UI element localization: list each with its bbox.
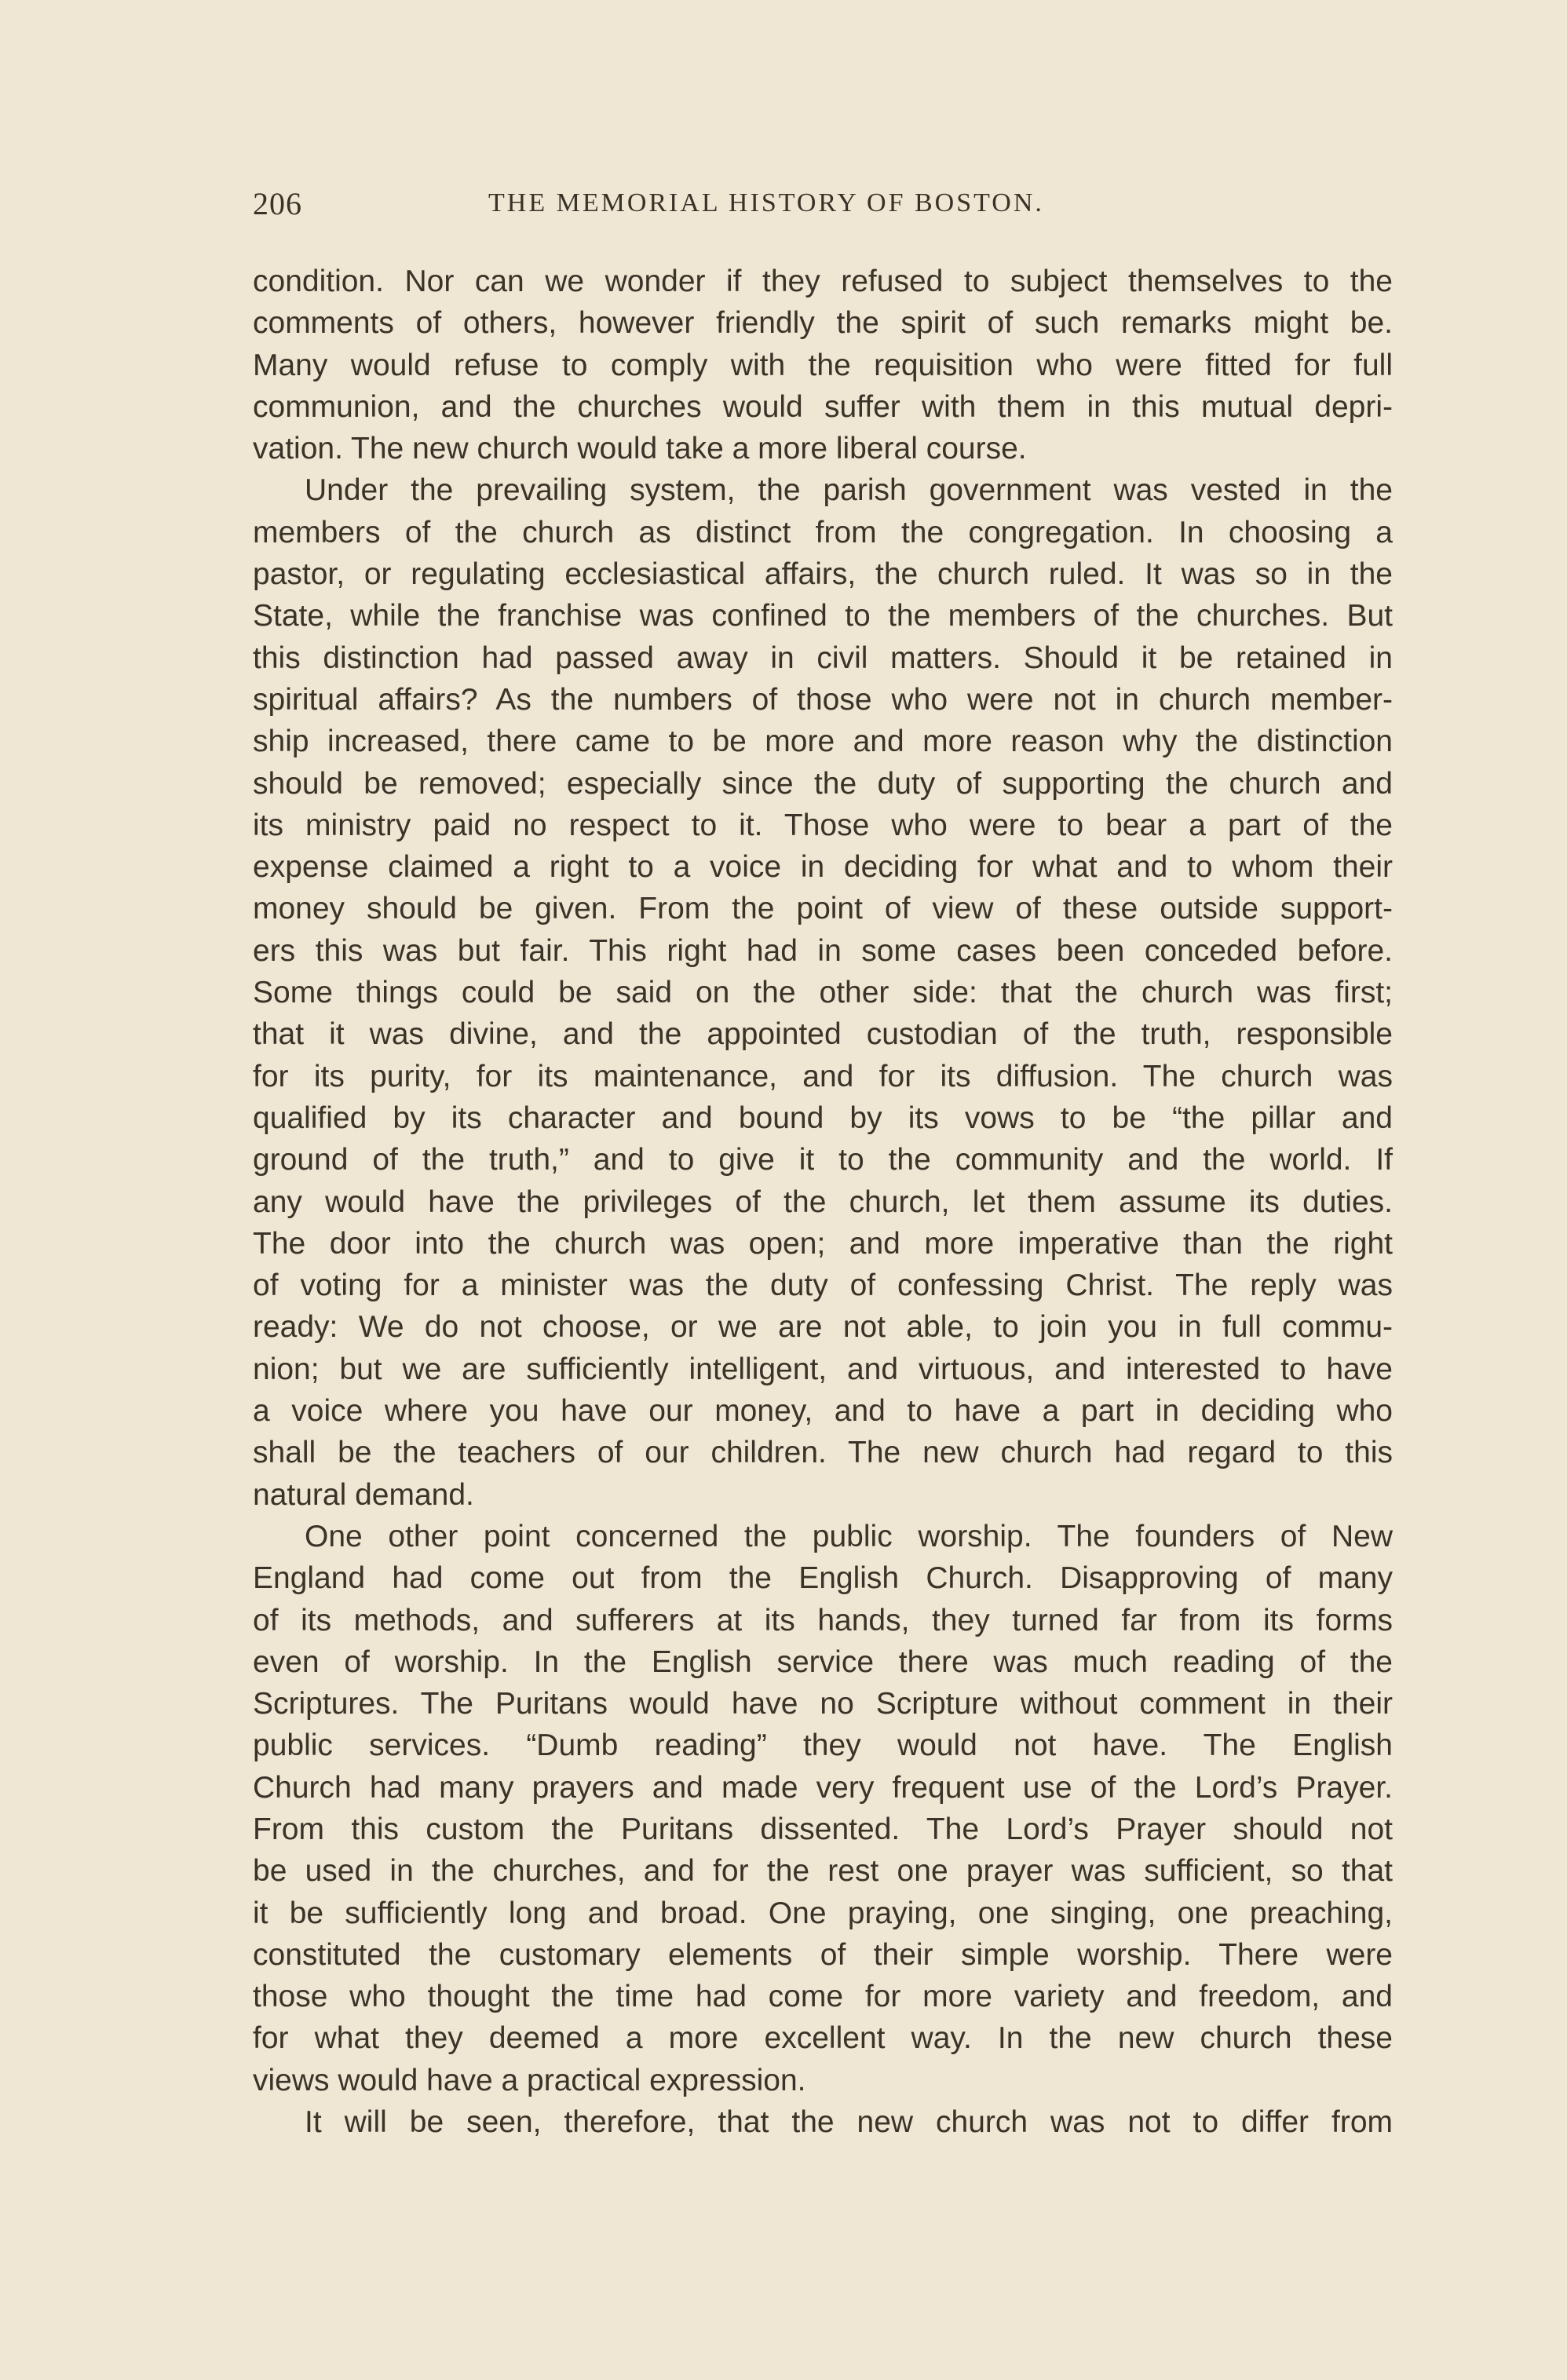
paragraph xyxy=(253,261,1393,469)
text-line: ers this was but fair. This right had in some cases been conceded before. xyxy=(253,933,1393,968)
text-line: The door into the church was open; and more imperative than the right xyxy=(253,1226,1393,1261)
text-line: constituted the customary elements of their simple worship. There were xyxy=(253,1937,1393,1972)
text-line: condition. Nor can we wonder if they refused to subject themselves to the xyxy=(253,265,1393,298)
text-line: a voice where you have our money, and to have a part in deciding who xyxy=(253,1394,1393,1429)
text-line: ready: We do not choose, or we are not able, to join you in full commu- xyxy=(253,1310,1393,1345)
text-line: Church had many prayers and made very frequent use of the Lord’s Prayer. xyxy=(253,1770,1393,1805)
text-line: shall be the teachers of our children. The new church had regard to this xyxy=(253,1436,1393,1470)
text-line: State, while the franchise was confined to the members of the churches. But xyxy=(253,599,1393,633)
paragraph xyxy=(253,469,1393,1515)
text-line: those who thought the time had come for more variety and freedom, and xyxy=(253,1980,1393,2014)
paragraph xyxy=(253,2101,1393,2143)
text-line: Many would refuse to comply with the requisition who were fitted for full xyxy=(253,348,1393,382)
text-line: natural demand. xyxy=(253,1477,474,1512)
text-line: views would have a practical expression. xyxy=(253,2063,806,2097)
text-line: of its methods, and sufferers at its hands, they turned far from its forms xyxy=(253,1603,1393,1637)
text-line: expense claimed a right to a voice in deciding for what and to whom their xyxy=(253,850,1393,885)
text-line: Under the prevailing system, the parish government was vested in the xyxy=(305,473,1393,508)
text-line: From this custom the Puritans dissented. The Lord’s Prayer should not xyxy=(253,1812,1393,1846)
text-line: ship increased, there came to be more and more reason why the distinction xyxy=(253,725,1393,759)
page-number: 206 xyxy=(253,186,302,221)
text-line: public services. “Dumb reading” they would not have. The English xyxy=(253,1728,1393,1763)
running-title: THE MEMORIAL HISTORY OF BOSTON. xyxy=(488,188,1044,217)
text-line: One other point concerned the public worship. The founders of New xyxy=(305,1519,1393,1553)
text-line: communion, and the churches would suffer with them in this mutual depri- xyxy=(253,389,1393,424)
text-line: Some things could be said on the other side: that the church was first; xyxy=(253,976,1393,1010)
body-text xyxy=(253,261,1393,2143)
paragraph xyxy=(253,1516,1393,2101)
text-line: for what they deemed a more excellent way. In the new church these xyxy=(253,2021,1393,2056)
text-line: It will be seen, therefore, that the new church was not to differ from xyxy=(305,2105,1393,2140)
text-line: vation. The new church would take a more liberal course. xyxy=(253,432,1027,466)
text-line: nion; but we are sufficiently intelligent, and virtuous, and interested to have xyxy=(253,1352,1393,1386)
text-line: any would have the privileges of the church, let them assume its duties. xyxy=(253,1185,1393,1219)
text-line: even of worship. In the English service there was much reading of the xyxy=(253,1644,1393,1679)
text-line: be used in the churches, and for the rest one prayer was sufficient, so that xyxy=(253,1854,1393,1889)
text-line: its ministry paid no respect to it. Those who were to bear a part of the xyxy=(253,808,1393,842)
text-line: pastor, or regulating ecclesiastical affairs, the church ruled. It was so in the xyxy=(253,557,1393,592)
text-line: this distinction had passed away in civil matters. Should it be retained in xyxy=(253,641,1393,675)
text-line: that it was divine, and the appointed custodian of the truth, responsible xyxy=(253,1017,1393,1052)
text-line: of voting for a minister was the duty of confessing Christ. The reply was xyxy=(253,1268,1393,1303)
text-line: should be removed; especially since the duty of supporting the church and xyxy=(253,766,1393,801)
text-line: qualified by its character and bound by its vows to be “the pillar and xyxy=(253,1101,1393,1135)
running-head xyxy=(253,185,1391,232)
text-line: ground of the truth,” and to give it to the community and the world. If xyxy=(253,1143,1393,1177)
text-line: members of the church as distinct from the congregation. In choosing a xyxy=(253,515,1393,549)
text-line: spiritual affairs? As the numbers of those who were not in church member- xyxy=(253,682,1393,717)
text-line: money should be given. From the point of view of these outside support- xyxy=(253,892,1393,926)
text-line: for its purity, for its maintenance, and for its diffusion. The church was xyxy=(253,1059,1393,1093)
text-line: it be sufficiently long and broad. One praying, one singing, one preaching, xyxy=(253,1896,1393,1930)
text-line: comments of others, however friendly the spirit of such remarks might be. xyxy=(253,306,1393,341)
text-line: Scriptures. The Puritans would have no Scripture without comment in their xyxy=(253,1687,1393,1721)
text-line: England had come out from the English Church. Disapproving of many xyxy=(253,1561,1393,1596)
